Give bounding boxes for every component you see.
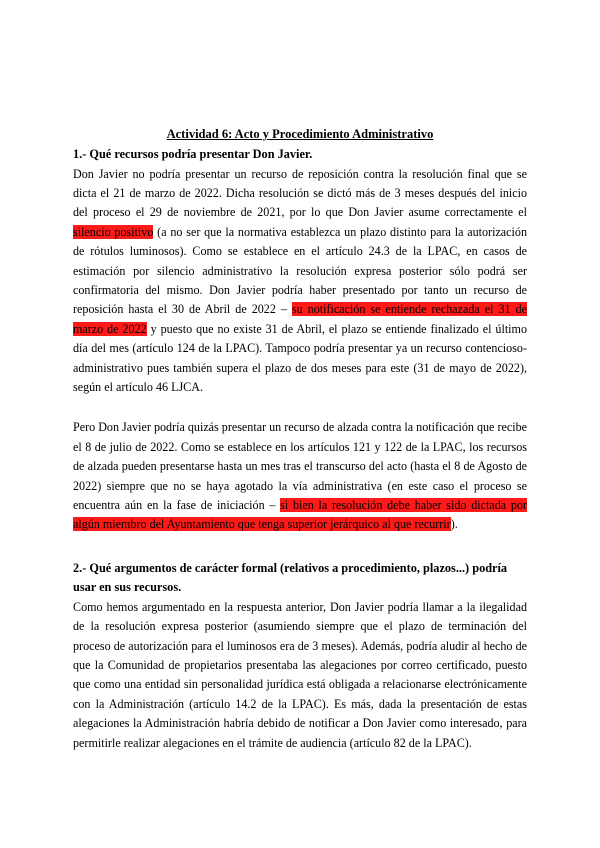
answer-1-paragraph-2 bbox=[73, 418, 527, 534]
document-title: Actividad 6: Acto y Procedimiento Administrativo bbox=[166, 127, 434, 141]
answer-1b-text-1: Pero Don Javier podría quizás presentar un recurso de alzada contra la notificación que recibe el 8 de julio de 2022. Como se establece en los artículos 121 y 122 de la LPAC, los recursos de alzada pueden presentarse hasta un mes tras el transcurso del acto (hasta el 8 de Agosto de 2022) siempre que no se haya agotado la vía administrativa (en este caso el proceso se encuentra aún en la fase de iniciación – bbox=[73, 420, 527, 512]
answer-1-paragraph-1 bbox=[73, 165, 527, 398]
document-body bbox=[73, 126, 527, 753]
answer-1-text-3: y puesto que no existe 31 de Abril, el plazo se entiende finalizado el último día del mes (artículo 124 de la LPAC). Tampoco podría presentar ya un recurso contencioso-administrativo pues también supera el plazo de dos meses para este (31 de mayo de 2022), según el artículo 46 LJCA. bbox=[73, 321, 527, 394]
highlight-resolucion-dictada: si bien la resolución debe haber sido dictada por algún miembro del Ayuntamiento que tenga superior jerárquico al que recurrir bbox=[73, 498, 527, 532]
question-1-heading: 1.- Qué recursos podría presentar Don Javier. bbox=[73, 147, 313, 161]
answer-2-paragraph-1: Como hemos argumentado en la respuesta anterior, Don Javier podría llamar a la ilegalidad de la resolución expresa posterior (asumiendo siempre que el plazo de terminación del proceso de autorización para el luminosos era de 3 meses). Además, podría aludir al hecho de que la Comunidad de propietarios presentaba las alegaciones por correo certificado, puesto que como una entidad sin personalidad jurídica está obligada a relacionarse electrónicamente con la Administración (artículo 14.2 de la LPAC). Es más, dada la presentación de estas alegaciones la Administración habría debido de notificar a Don Javier como interesado, para permitirle realizar alegaciones en el trámite de audiencia (artículo 82 de la LPAC). bbox=[73, 599, 527, 750]
question-2-heading: 2.- Qué argumentos de carácter formal (relativos a procedimiento, plazos...) podría usar en sus recursos. bbox=[73, 560, 508, 595]
answer-1b-text-2: ). bbox=[450, 517, 458, 532]
highlight-silencio-positivo: silencio positivo bbox=[73, 224, 154, 239]
paragraph-spacer bbox=[73, 397, 527, 418]
answer-1-text-1: Don Javier no podría presentar un recurso de reposición contra la resolución final que se dicta el 21 de marzo de 2022. Dicha resolución se dictó más de 3 meses después del inicio del proceso el 29 de noviembre de 2021, por lo que Don Javier asume correctamente el bbox=[73, 166, 527, 220]
highlight-notificacion-rechazada: su notificación se entiende rechazada el 31 de marzo de 2022 bbox=[73, 302, 527, 336]
section-spacer bbox=[73, 535, 527, 559]
answer-1-text-2: (a no ser que la normativa establezca un plazo distinto para la autorización de rótulos luminosos). Como se establece en el artículo 24.3 de la LPAC, en casos de estimación por silencio administrativo la resolución expresa posterior sólo podrá ser confirmatoria del mismo. Don Javier podría haber presentado por tanto un recurso de reposición hasta el 30 de Abril de 2022 – bbox=[73, 224, 527, 317]
